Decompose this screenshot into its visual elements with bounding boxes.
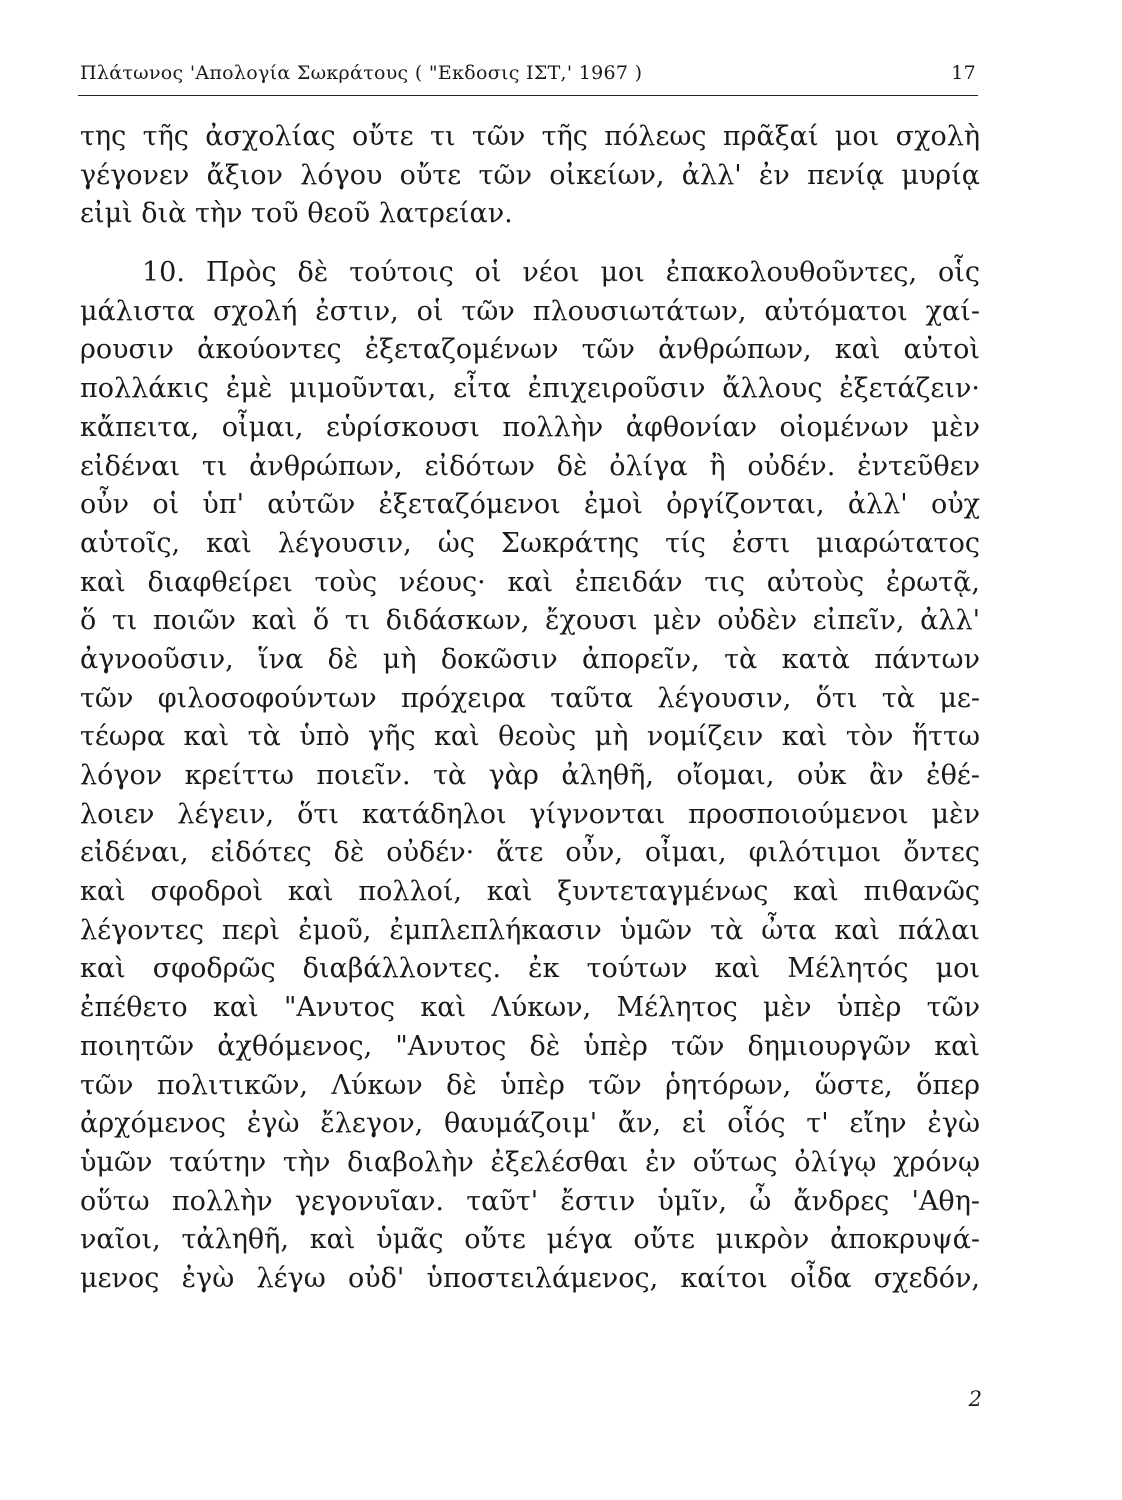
text-line: καὶ σφοδροὶ καὶ πολλοί, καὶ ξυντεταγμένως καὶ πιθανῶς — [80, 876, 980, 908]
text-line: 10. Πρὸς δὲ τούτοις οἱ νέοι μοι ἐπακολουθοῦντες, οἷς — [142, 257, 980, 289]
text-line: εἰδέναι τι ἀνθρώπων, εἰδότων δὲ ὀλίγα ἢ οὐδέν. ἐντεῦθεν — [80, 450, 980, 482]
paragraph-gap — [80, 234, 980, 254]
running-header — [80, 62, 976, 92]
text-line: γέγονεν ἄξιον λόγου οὔτε τῶν οἰκείων, ἀλλ' ἐν πενίᾳ μυρίᾳ — [80, 159, 980, 191]
text-line: ὅ τι ποιῶν καὶ ὅ τι διδάσκων, ἔχουσι μὲν οὐδὲν εἰπεῖν, ἀλλ' — [80, 605, 980, 637]
text-line: εἰδέναι, εἰδότες δὲ οὐδέν· ἅτε οὖν, οἶμαι, φιλότιμοι ὄντες — [80, 837, 980, 869]
text-line: λοιεν λέγειν, ὅτι κατάδηλοι γίγνονται προσποιούμενοι μὲν — [80, 798, 980, 830]
text-line: τῶν φιλοσοφούντων πρόχειρα ταῦτα λέγουσιν, ὅτι τὰ με- — [80, 682, 980, 714]
text-line: ἀγνοοῦσιν, ἵνα δὲ μὴ δοκῶσιν ἀπορεῖν, τὰ κατὰ πάντων — [80, 643, 980, 675]
signature-mark: 2 — [968, 1387, 982, 1411]
text-line: ποιητῶν ἀχθόμενος, "Ανυτος δὲ ὑπὲρ τῶν δημιουργῶν καὶ — [80, 1030, 980, 1062]
text-line: μάλιστα σχολή ἐστιν, οἱ τῶν πλουσιωτάτων, αὐτόματοι χαί- — [80, 295, 980, 327]
text-line: ἀρχόμενος ἐγὼ ἔλεγον, θαυμάζοιμ' ἄν, εἰ οἷός τ' εἴην ἐγὼ — [80, 1108, 980, 1140]
text-line: εἰμὶ διὰ τὴν τοῦ θεοῦ λατρείαν. — [80, 198, 513, 230]
text-line: οὖν οἱ ὑπ' αὐτῶν ἐξεταζόμενοι ἐμοὶ ὀργίζονται, ἀλλ' οὐχ — [80, 489, 980, 521]
text-line: ναῖοι, τἀληθῆ, καὶ ὑμᾶς οὔτε μέγα οὔτε μικρὸν ἀποκρυψά- — [80, 1224, 980, 1256]
text-line: τῶν πολιτικῶν, Λύκων δὲ ὑπὲρ τῶν ῥητόρων, ὥστε, ὅπερ — [80, 1069, 980, 1101]
text-line: οὕτω πολλὴν γεγονυῖαν. ταῦτ' ἔστιν ὑμῖν, ὦ ἄνδρες 'Αθη- — [80, 1185, 980, 1217]
text-line: λόγον κρείττω ποιεῖν. τὰ γὰρ ἀληθῆ, οἴομαι, οὐκ ἂν ἐθέ- — [80, 760, 980, 791]
text-line: ὑμῶν ταύτην τὴν διαβολὴν ἐξελέσθαι ἐν οὕτως ὀλίγῳ χρόνῳ — [80, 1146, 980, 1178]
body-text — [80, 118, 980, 1299]
text-line: πολλάκις ἐμὲ μιμοῦνται, εἶτα ἐπιχειροῦσιν ἄλλους ἐξετάζειν· — [80, 373, 980, 405]
text-line: ἐπέθετο καὶ "Ανυτος καὶ Λύκων, Μέλητος μὲν ὑπὲρ τῶν — [80, 992, 980, 1024]
header-rule — [78, 95, 978, 96]
text-line: μενος ἐγὼ λέγω οὐδ' ὑποστειλάμενος, καίτοι οἶδα σχεδόν, — [80, 1262, 980, 1294]
text-line: ρουσιν ἀκούοντες ἐξεταζομένων τῶν ἀνθρώπων, καὶ αὐτοὶ — [80, 334, 980, 366]
text-line: καὶ σφοδρῶς διαβάλλοντες. ἐκ τούτων καὶ Μέλητός μοι — [80, 953, 980, 985]
header-title: Πλάτωνος 'Απολογία Σωκράτους ( "Εκδοσις ΙΣΤ,' 1967 ) — [80, 62, 643, 84]
text-line: λέγοντες περὶ ἐμοῦ, ἐμπλεπλήκασιν ὑμῶν τὰ ὦτα καὶ πάλαι — [80, 914, 980, 946]
text-line: καὶ διαφθείρει τοὺς νέους· καὶ ἐπειδάν τις αὐτοὺς ἐρωτᾷ, — [80, 566, 980, 598]
text-line: της τῆς ἀσχολίας οὔτε τι τῶν τῆς πόλεως πρᾶξαί μοι σχολὴ — [80, 121, 980, 152]
text-line: αὑτοῖς, καὶ λέγουσιν, ὡς Σωκράτης τίς ἐστι μιαρώτατος — [80, 527, 980, 559]
text-line: τέωρα καὶ τὰ ὑπὸ γῆς καὶ θεοὺς μὴ νομίζειν καὶ τὸν ἥττω — [80, 721, 980, 753]
text-line: κἄπειτα, οἶμαι, εὑρίσκουσι πολλὴν ἀφθονίαν οἰομένων μὲν — [80, 411, 980, 443]
page-number: 17 — [951, 62, 976, 84]
